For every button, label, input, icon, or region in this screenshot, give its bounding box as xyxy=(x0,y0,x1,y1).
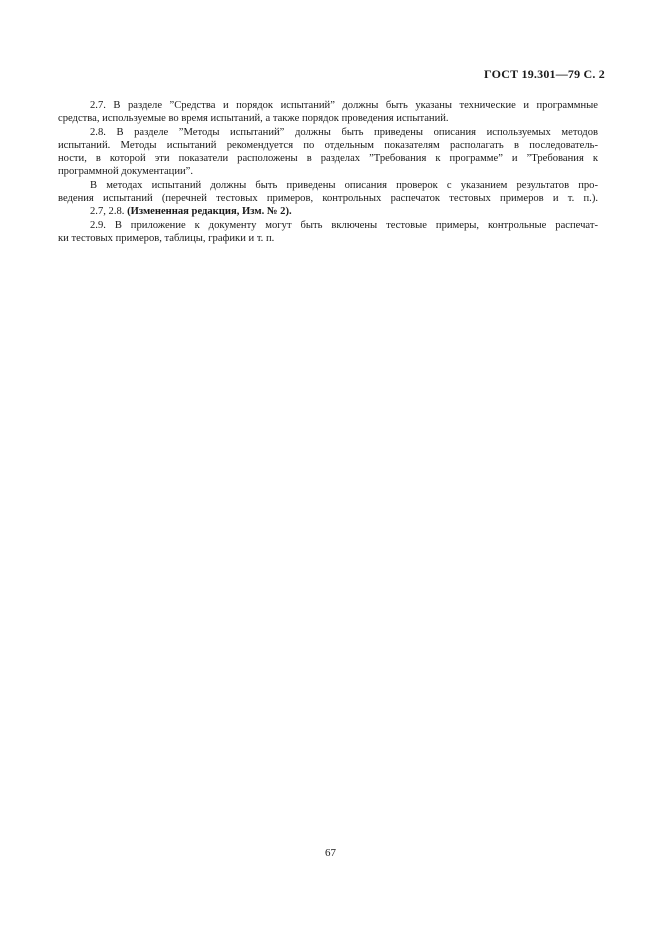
paragraph-line: В методах испытаний должны быть приведены описания проверок с указанием результатов про- xyxy=(90,179,598,191)
document-body xyxy=(58,99,598,245)
document-header: ГОСТ 19.301—79 С. 2 xyxy=(484,67,605,81)
page-number: 67 xyxy=(325,847,336,859)
paragraph-2-8 xyxy=(58,126,598,179)
amendment-prefix: 2.7, 2.8. xyxy=(90,206,128,218)
paragraph-line: 2.9. В приложение к документу могут быть включены тестовые примеры, контрольные распечат- xyxy=(90,219,598,231)
paragraph-line: средства, используемые во время испытаний, а также порядок проведения испытаний. xyxy=(58,113,449,125)
amendment-line xyxy=(58,205,598,218)
paragraph-2-7 xyxy=(58,99,598,126)
paragraph-2-9 xyxy=(58,219,598,246)
paragraph-line: 2.8. В разделе ”Методы испытаний” должны быть приведены описания используемых методов xyxy=(90,126,598,138)
paragraph-line: ведения испытаний (перечней тестовых примеров, контрольных распечаток тестовых примеров и т. п.). xyxy=(58,193,598,205)
paragraph-amendment-note xyxy=(58,205,598,218)
paragraph-test-methods xyxy=(58,179,598,206)
amendment-bold-text: (Измененная редакция, Изм. № 2). xyxy=(127,206,292,218)
paragraph-line: испытаний. Методы испытаний рекомендуется по отдельным показателям располагать в последователь- xyxy=(58,139,598,151)
paragraph-line: программной документации”. xyxy=(58,166,194,178)
paragraph-line: 2.7. В разделе ”Средства и порядок испытаний” должны быть указаны технические и программные xyxy=(90,100,598,111)
paragraph-line: ки тестовых примеров, таблицы, графики и т. п. xyxy=(58,232,275,244)
paragraph-line: ности, в которой эти показатели расположены в разделах ”Требования к программе” и ”Требования к xyxy=(58,153,598,165)
